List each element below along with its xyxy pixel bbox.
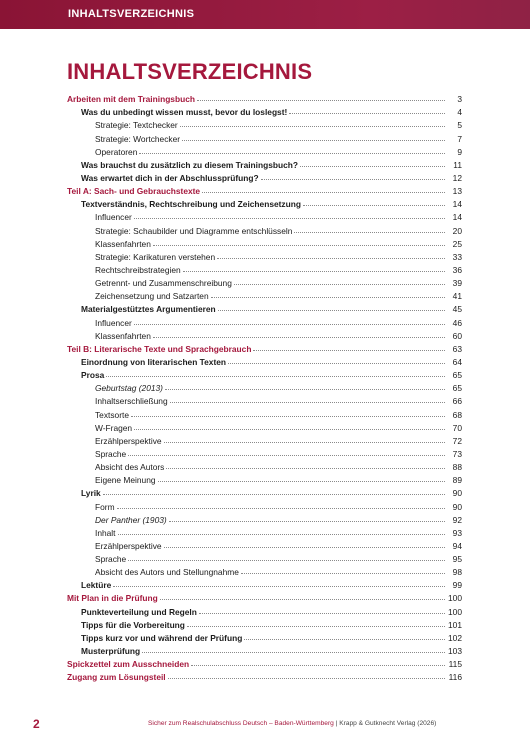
toc-entry-page: 11: [453, 159, 462, 170]
toc-entry-page: 7: [457, 133, 462, 144]
toc-entry-label: Strategie: Schaubilder und Diagramme entschlüsseln: [95, 225, 293, 236]
toc-dot-leader: [134, 429, 445, 430]
footer-publisher: Krapp & Gutknecht Verlag (2026): [339, 720, 437, 727]
toc-entry-label: Sprache: [95, 448, 127, 459]
toc-dot-leader: [234, 284, 445, 285]
toc-entry[interactable]: [67, 130, 462, 143]
toc-entry-page: 90: [452, 501, 462, 512]
toc-entry-label: Was du unbedingt wissen musst, bevor du loslegst!: [81, 107, 288, 118]
toc-dot-leader: [134, 218, 445, 219]
toc-dot-leader: [103, 494, 445, 495]
toc-entry-label: Influencer: [95, 317, 132, 328]
toc-entry-label: Eigene Meinung: [95, 475, 156, 486]
toc-entry-label: Zugang zum Lösungsteil: [67, 672, 166, 683]
toc-entry-page: 115: [448, 659, 462, 670]
toc-entry-page: 90: [452, 488, 462, 499]
toc-entry[interactable]: [67, 577, 462, 590]
toc-entry-page: 66: [452, 396, 462, 407]
toc-dot-leader: [131, 416, 445, 417]
toc-dot-leader: [169, 521, 445, 522]
toc-entry[interactable]: [67, 643, 462, 656]
toc-entry-label: Arbeiten mit dem Trainingsbuch: [67, 94, 195, 105]
toc-entry-page: 45: [452, 304, 462, 315]
toc-dot-leader: [118, 534, 446, 535]
toc-dot-leader: [228, 363, 445, 364]
toc-entry-page: 70: [452, 422, 462, 433]
toc-entry-label: Sprache: [95, 554, 127, 565]
toc-dot-leader: [217, 258, 445, 259]
toc-entry[interactable]: [67, 393, 462, 406]
toc-entry[interactable]: [67, 222, 462, 235]
toc-dot-leader: [153, 337, 445, 338]
toc-entry-page: 41: [452, 291, 462, 302]
toc-entry-page: 94: [452, 540, 462, 551]
toc-entry-page: 20: [452, 225, 462, 236]
toc-entry-label: Inhalt: [95, 527, 116, 538]
toc-entry[interactable]: [67, 630, 462, 643]
toc-entry[interactable]: [67, 104, 462, 117]
toc-dot-leader: [139, 153, 445, 154]
toc-entry-label: Strategie: Wortchecker: [95, 133, 181, 144]
toc-entry-page: 5: [457, 120, 462, 131]
toc-dot-leader: [106, 376, 445, 377]
toc-entry[interactable]: [67, 196, 462, 209]
toc-entry-label: Erzählperspektive: [95, 540, 162, 551]
toc-entry[interactable]: [67, 420, 462, 433]
toc-entry-label: Materialgestütztes Argumentieren: [81, 304, 216, 315]
toc-entry-label: Form: [95, 501, 115, 512]
toc-entry-label: Teil B: Literarische Texte und Sprachgebrauch: [67, 343, 252, 354]
toc-entry[interactable]: [67, 209, 462, 222]
toc-entry[interactable]: [67, 538, 462, 551]
toc-dot-leader: [164, 547, 445, 548]
toc-entry[interactable]: [67, 656, 462, 669]
toc-entry[interactable]: [67, 262, 462, 275]
toc-entry-label: Spickzettel zum Ausschneiden: [67, 659, 190, 670]
toc-entry[interactable]: [67, 617, 462, 630]
toc-entry-page: 25: [452, 238, 462, 249]
toc-entry-label: Klassenfahrten: [95, 238, 151, 249]
toc-entry-page: 64: [452, 356, 462, 367]
toc-entry[interactable]: [67, 603, 462, 616]
toc-entry-page: 102: [448, 632, 462, 643]
toc-entry[interactable]: [67, 236, 462, 249]
toc-dot-leader: [211, 297, 445, 298]
toc-dot-leader: [153, 245, 445, 246]
toc-entry-label: Lyrik: [81, 488, 101, 499]
toc-entry-label: Prosa: [81, 370, 105, 381]
toc-entry-page: 39: [452, 278, 462, 289]
toc-entry-page: 12: [452, 172, 462, 183]
toc-dot-leader: [158, 481, 445, 482]
toc-entry-label: Tipps kurz vor und während der Prüfung: [81, 632, 243, 643]
toc-entry-page: 3: [457, 94, 462, 105]
toc-entry-page: 65: [452, 383, 462, 394]
toc-entry[interactable]: [67, 551, 462, 564]
toc-entry-label: Strategie: Textchecker: [95, 120, 178, 131]
toc-entry[interactable]: [67, 498, 462, 511]
toc-entry-page: 98: [452, 567, 462, 578]
toc-entry-page: 36: [452, 264, 462, 275]
toc-dot-leader: [244, 639, 445, 640]
toc-entry-label: Absicht des Autors: [95, 462, 165, 473]
toc-entry-page: 95: [452, 554, 462, 565]
toc-entry-label: Strategie: Karikaturen verstehen: [95, 251, 216, 262]
toc-entry-page: 92: [452, 514, 462, 525]
toc-entry-page: 14: [452, 199, 462, 210]
toc-entry-label: Textsorte: [95, 409, 129, 420]
toc-dot-leader: [164, 442, 445, 443]
toc-entry-page: 88: [452, 462, 462, 473]
toc-dot-leader: [241, 573, 445, 574]
toc-entry[interactable]: [67, 341, 462, 354]
toc-entry-page: 65: [452, 370, 462, 381]
toc-dot-leader: [218, 310, 445, 311]
toc-dot-leader: [187, 626, 445, 627]
toc-entry-label: Was brauchst du zusätzlich zu diesem Trainingsbuch?: [81, 159, 299, 170]
toc-entry-label: W-Fragen: [95, 422, 133, 433]
toc-dot-leader: [191, 665, 445, 666]
toc-dot-leader: [165, 389, 445, 390]
toc-entry-page: 99: [452, 580, 462, 591]
toc-entry-label: Der Panther (1903): [95, 514, 167, 525]
toc-entry-page: 73: [452, 448, 462, 459]
toc-entry-page: 100: [448, 593, 462, 604]
header-bar: [0, 0, 530, 29]
toc-entry-page: 60: [452, 330, 462, 341]
toc-dot-leader: [117, 508, 445, 509]
toc-dot-leader: [168, 678, 445, 679]
toc-entry-label: Mit Plan in die Prüfung: [67, 593, 158, 604]
toc-entry[interactable]: [67, 354, 462, 367]
toc-dot-leader: [183, 271, 445, 272]
toc-entry-page: 9: [457, 146, 462, 157]
toc-entry[interactable]: [67, 433, 462, 446]
toc-dot-leader: [134, 324, 445, 325]
toc-entry-page: 4: [457, 107, 462, 118]
toc-entry-page: 103: [448, 646, 462, 657]
toc-entry-label: Geburtstag (2013): [95, 383, 163, 394]
toc-entry-page: 68: [452, 409, 462, 420]
toc-entry-label: Teil A: Sach- und Gebrauchstexte: [67, 186, 201, 197]
toc-entry-label: Influencer: [95, 212, 132, 223]
toc-entry[interactable]: [67, 446, 462, 459]
toc-entry-label: Getrennt- und Zusammenschreibung: [95, 278, 232, 289]
toc-entry-label: Inhaltserschließung: [95, 396, 168, 407]
toc-entry-page: 13: [452, 186, 462, 197]
footer-separator: |: [333, 720, 340, 727]
toc-entry-label: Tipps für die Vorbereitung: [81, 619, 185, 630]
toc-entry-label: Textverständnis, Rechtschreibung und Zeichensetzung: [81, 199, 301, 210]
toc-entry[interactable]: [67, 512, 462, 525]
toc-dot-leader: [128, 455, 445, 456]
toc-dot-leader: [294, 232, 445, 233]
toc-dot-leader: [128, 560, 445, 561]
toc-entry-label: Was erwartet dich in der Abschlussprüfung?: [81, 172, 259, 183]
toc-dot-leader: [289, 113, 445, 114]
toc-entry-page: 89: [452, 475, 462, 486]
toc-entry[interactable]: [67, 117, 462, 130]
toc-entry[interactable]: [67, 91, 462, 104]
table-of-contents: [67, 91, 462, 682]
toc-entry-page: 33: [452, 251, 462, 262]
toc-entry-page: 63: [452, 343, 462, 354]
toc-dot-leader: [182, 140, 445, 141]
toc-dot-leader: [166, 468, 445, 469]
toc-dot-leader: [199, 613, 445, 614]
toc-entry-page: 116: [448, 672, 462, 683]
toc-entry[interactable]: [67, 275, 462, 288]
toc-entry-label: Klassenfahrten: [95, 330, 151, 341]
footer-text: [148, 720, 436, 727]
toc-entry-label: Operatoren: [95, 146, 138, 157]
toc-entry-label: Punkteverteilung und Regeln: [81, 606, 197, 617]
toc-entry-page: 100: [448, 606, 462, 617]
toc-dot-leader: [113, 586, 445, 587]
toc-entry[interactable]: [67, 485, 462, 498]
toc-entry[interactable]: [67, 669, 462, 682]
toc-entry[interactable]: [67, 314, 462, 327]
toc-entry-page: 93: [452, 527, 462, 538]
toc-dot-leader: [160, 599, 445, 600]
toc-dot-leader: [197, 100, 445, 101]
toc-entry[interactable]: [67, 406, 462, 419]
toc-entry-page: 14: [452, 212, 462, 223]
toc-entry[interactable]: [67, 459, 462, 472]
toc-entry-label: Rechtschreibstrategien: [95, 264, 181, 275]
toc-entry-label: Zeichensetzung und Satzarten: [95, 291, 209, 302]
footer-book-title: Sicher zum Realschulabschluss Deutsch – Baden-Württemberg: [148, 720, 334, 727]
toc-dot-leader: [202, 192, 445, 193]
toc-dot-leader: [170, 402, 445, 403]
toc-dot-leader: [180, 126, 445, 127]
toc-entry-page: 101: [448, 619, 462, 630]
toc-entry-label: Einordnung von literarischen Texten: [81, 356, 227, 367]
toc-entry[interactable]: [67, 590, 462, 603]
toc-dot-leader: [253, 350, 445, 351]
toc-dot-leader: [142, 652, 445, 653]
toc-entry-page: 46: [452, 317, 462, 328]
toc-entry[interactable]: [67, 380, 462, 393]
toc-entry[interactable]: [67, 328, 462, 341]
toc-entry[interactable]: [67, 183, 462, 196]
toc-dot-leader: [261, 179, 445, 180]
toc-entry[interactable]: [67, 367, 462, 380]
toc-entry-page: 72: [452, 435, 462, 446]
toc-entry[interactable]: [67, 157, 462, 170]
toc-entry[interactable]: [67, 301, 462, 314]
page-title: INHALTSVERZEICHNIS: [67, 59, 313, 84]
toc-entry[interactable]: [67, 144, 462, 157]
toc-entry-label: Lektüre: [81, 580, 112, 591]
toc-entry[interactable]: [67, 288, 462, 301]
toc-entry[interactable]: [67, 170, 462, 183]
toc-dot-leader: [300, 166, 445, 167]
toc-entry[interactable]: [67, 472, 462, 485]
toc-entry[interactable]: [67, 525, 462, 538]
toc-entry[interactable]: [67, 564, 462, 577]
toc-entry-label: Musterprüfung: [81, 646, 141, 657]
toc-entry[interactable]: [67, 249, 462, 262]
header-label: INHALTSVERZEICHNIS: [68, 8, 195, 20]
page-number: 2: [33, 717, 40, 731]
toc-entry-label: Absicht des Autors und Stellungnahme: [95, 567, 239, 578]
toc-entry-label: Erzählperspektive: [95, 435, 162, 446]
toc-dot-leader: [303, 205, 445, 206]
